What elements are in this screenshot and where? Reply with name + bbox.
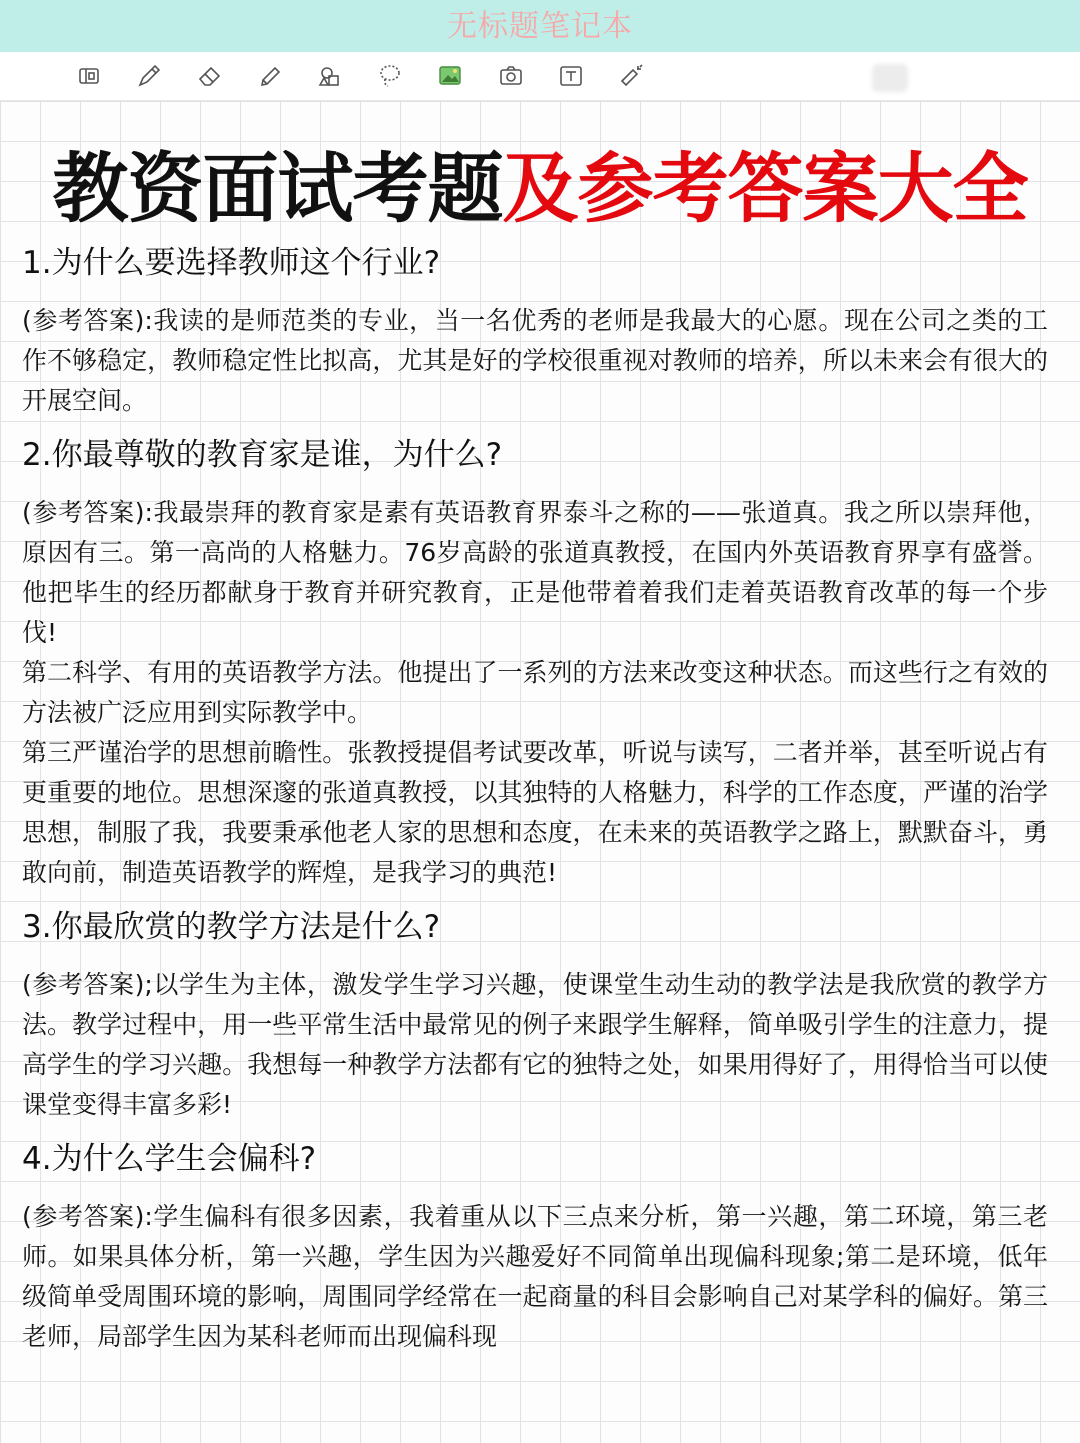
- answer-paragraph: 第二科学、有用的英语教学方法。他提出了一系列的方法来改变这种状态。而这些行之有效的方法被广泛应用到实际教学中。: [22, 658, 1048, 727]
- pen-icon[interactable]: [132, 60, 166, 92]
- answer-paragraph: (参考答案):我读的是师范类的专业，当一名优秀的老师是我最大的心愿。现在公司之类的工作不够稳定，教师稳定性比拟高，尤其是好的学校很重视对教师的培养，所以未来会有很大的开展空间。: [22, 306, 1048, 415]
- note-canvas[interactable]: [0, 101, 1080, 1443]
- page-layout-icon[interactable]: [72, 60, 106, 92]
- eraser-icon[interactable]: [193, 60, 227, 92]
- title-bar: [0, 0, 1080, 52]
- shapes-icon[interactable]: [313, 60, 347, 92]
- headline: [0, 141, 1080, 237]
- answer-paragraph: 第三严谨治学的思想前瞻性。张教授提倡考试要改革，听说与读写，二者并举，甚至听说占有更重要的地位。思想深邃的张道真教授，以其独特的人格魅力，科学的工作态度，严谨的治学思想，制服了我，我要秉承他老人家的思想和态度，在未来的英语教学之路上，默默奋斗，勇敢向前，制造英语教学的辉煌，是我学习的典范!: [22, 738, 1048, 887]
- answer-block: [22, 965, 1048, 1125]
- text-icon[interactable]: [554, 60, 588, 92]
- answer-paragraph: (参考答案):学生偏科有很多因素，我着重从以下三点来分析，第一兴趣，第二环境，第三老师。如果具体分析，第一兴趣，学生因为兴趣爱好不同简单出现偏科现象;第二是环境，低年级简单受周围环境的影响，周围同学经常在一起商量的科目会影响自己对某学科的偏好。第三老师，局部学生因为某科老师而出现偏科现: [22, 1202, 1048, 1351]
- laser-pointer-icon[interactable]: [614, 60, 648, 92]
- question-title: 4.为什么学生会偏科?: [22, 1141, 317, 1177]
- notebook-title[interactable]: 无标题笔记本: [447, 9, 633, 44]
- drawing-toolbar: [0, 52, 1080, 101]
- question-title: 3.你最欣赏的教学方法是什么?: [22, 909, 441, 945]
- blurred-toolbar-item: [872, 64, 908, 92]
- answer-block: [22, 1197, 1048, 1357]
- camera-icon[interactable]: [494, 60, 528, 92]
- question-title: 1.为什么要选择教师这个行业?: [22, 245, 441, 281]
- answer-paragraph: (参考答案):我最崇拜的教育家是素有英语教育界泰斗之称的——张道真。我之所以崇拜他，原因有三。第一高尚的人格魅力。76岁高龄的张道真教授，在国内外英语教育界享有盛誉。他把毕生的经历都献身于教育并研究教育，正是他带着着我们走着英语教育改革的每一个步伐!: [22, 498, 1048, 647]
- lasso-icon[interactable]: [373, 60, 407, 92]
- answer-block: [22, 301, 1048, 421]
- qa-content: [22, 241, 1048, 1369]
- headline-black-part: 教资面试考题: [52, 144, 503, 233]
- answer-block: [22, 493, 1048, 893]
- headline-red-part: 及参考答案大全: [502, 144, 1028, 233]
- image-icon[interactable]: [433, 60, 467, 92]
- answer-paragraph: (参考答案);以学生为主体，激发学生学习兴趣，使课堂生动生动的教学法是我欣赏的教学方法。教学过程中，用一些平常生活中最常见的例子来跟学生解释，简单吸引学生的注意力，提高学生的学习兴趣。我想每一种教学方法都有它的独特之处，如果用得好了，用得恰当可以使课堂变得丰富多彩!: [22, 970, 1048, 1119]
- highlighter-icon[interactable]: [253, 60, 287, 92]
- question-title: 2.你最尊敬的教育家是谁，为什么?: [22, 437, 503, 473]
